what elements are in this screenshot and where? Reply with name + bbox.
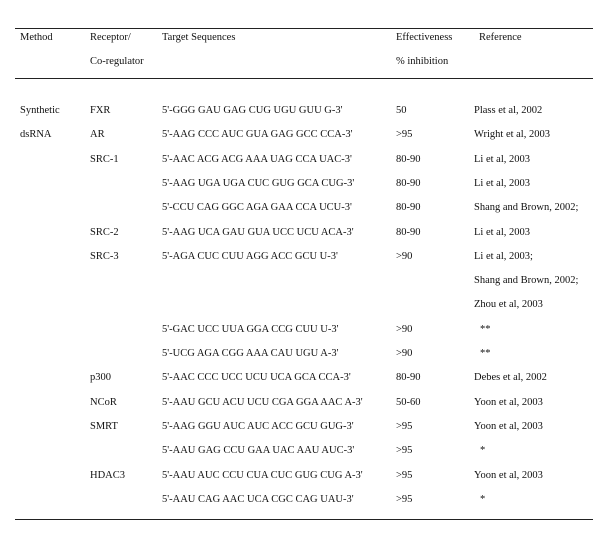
effectiveness-cell: 80-90 <box>396 227 421 238</box>
bottom-rule <box>15 519 593 520</box>
sequence-cell: 5'-AGA CUC CUU AGG ACC GCU U-3' <box>162 251 338 262</box>
effectiveness-cell: 50 <box>396 105 407 116</box>
header-coregulator: Co-regulator <box>90 56 144 67</box>
sequence-cell: 5'-AAC CCC UCC UCU UCA GCA CCA-3' <box>162 372 351 383</box>
reference-cell: Li et al, 2003 <box>474 154 530 165</box>
effectiveness-cell: 80-90 <box>396 154 421 165</box>
effectiveness-cell: >95 <box>396 445 413 456</box>
sequence-cell: 5'-AAG CCC AUC GUA GAG GCC CCA-3' <box>162 129 353 140</box>
reference-cell: Shang and Brown, 2002; <box>474 202 579 213</box>
sequence-cell: 5'-UCG AGA CGG AAA CAU UGU A-3' <box>162 348 339 359</box>
effectiveness-cell: >95 <box>396 494 413 505</box>
receptor-cell: SRC-2 <box>90 227 119 238</box>
reference-cell: Zhou et al, 2003 <box>474 299 543 310</box>
reference-cell: Plass et al, 2002 <box>474 105 543 116</box>
receptor-cell: SRC-3 <box>90 251 119 262</box>
effectiveness-cell: >95 <box>396 421 413 432</box>
receptor-cell: FXR <box>90 105 111 116</box>
sequence-cell: 5'-AAU GAG CCU GAA UAC AAU AUC-3' <box>162 445 355 456</box>
top-rule <box>15 28 593 29</box>
sequence-cell: 5'-AAG UCA GAU GUA UCC UCU ACA-3' <box>162 227 354 238</box>
sequence-cell: 5'-GGG GAU GAG CUG UGU GUU G-3' <box>162 105 343 116</box>
sequence-cell: 5'-AAU GCU ACU UCU CGA GGA AAC A-3' <box>162 397 363 408</box>
reference-cell: ** <box>480 348 491 359</box>
method-cell: Synthetic <box>20 105 60 116</box>
reference-cell: Li et al, 2003 <box>474 227 530 238</box>
header-effectiveness: Effectiveness <box>396 32 453 43</box>
sequence-cell: 5'-AAG UGA UGA CUC GUG GCA CUG-3' <box>162 178 355 189</box>
reference-cell: Yoon et al, 2003 <box>474 470 543 481</box>
header-reference: Reference <box>479 32 522 43</box>
receptor-cell: SMRT <box>90 421 118 432</box>
effectiveness-cell: >95 <box>396 129 413 140</box>
reference-cell: Li et al, 2003; <box>474 251 533 262</box>
header-rule <box>15 78 593 79</box>
effectiveness-cell: 80-90 <box>396 372 421 383</box>
effectiveness-cell: 50-60 <box>396 397 421 408</box>
receptor-cell: AR <box>90 129 105 140</box>
reference-cell: Shang and Brown, 2002; <box>474 275 579 286</box>
sequence-cell: 5'-GAC UCC UUA GGA CCG CUU U-3' <box>162 324 339 335</box>
reference-cell: ** <box>480 324 491 335</box>
reference-cell: * <box>480 494 486 505</box>
effectiveness-cell: >90 <box>396 324 413 335</box>
reference-cell: Wright et al, 2003 <box>474 129 550 140</box>
header-inhibition: % inhibition <box>396 56 449 67</box>
effectiveness-cell: >90 <box>396 348 413 359</box>
header-receptor: Receptor/ <box>90 32 131 43</box>
receptor-cell: SRC-1 <box>90 154 119 165</box>
effectiveness-cell: >95 <box>396 470 413 481</box>
sequence-cell: 5'-AAU CAG AAC UCA CGC CAG UAU-3' <box>162 494 354 505</box>
receptor-cell: NCoR <box>90 397 117 408</box>
header-target-sequences: Target Sequences <box>162 32 236 43</box>
receptor-cell: p300 <box>90 372 111 383</box>
reference-cell: * <box>480 445 486 456</box>
reference-cell: Debes et al, 2002 <box>474 372 547 383</box>
effectiveness-cell: >90 <box>396 251 413 262</box>
reference-cell: Yoon et al, 2003 <box>474 397 543 408</box>
sequence-cell: 5'-AAG GGU AUC AUC ACC GCU GUG-3' <box>162 421 354 432</box>
sequence-cell: 5'-AAU AUC CCU CUA CUC GUG CUG A-3' <box>162 470 363 481</box>
reference-cell: Yoon et al, 2003 <box>474 421 543 432</box>
method-cell: dsRNA <box>20 129 52 140</box>
effectiveness-cell: 80-90 <box>396 178 421 189</box>
header-method: Method <box>20 32 53 43</box>
effectiveness-cell: 80-90 <box>396 202 421 213</box>
receptor-cell: HDAC3 <box>90 470 126 481</box>
reference-cell: Li et al, 2003 <box>474 178 530 189</box>
sequence-cell: 5'-AAC ACG ACG AAA UAG CCA UAC-3' <box>162 154 352 165</box>
sequence-cell: 5'-CCU CAG GGC AGA GAA CCA UCU-3' <box>162 202 352 213</box>
